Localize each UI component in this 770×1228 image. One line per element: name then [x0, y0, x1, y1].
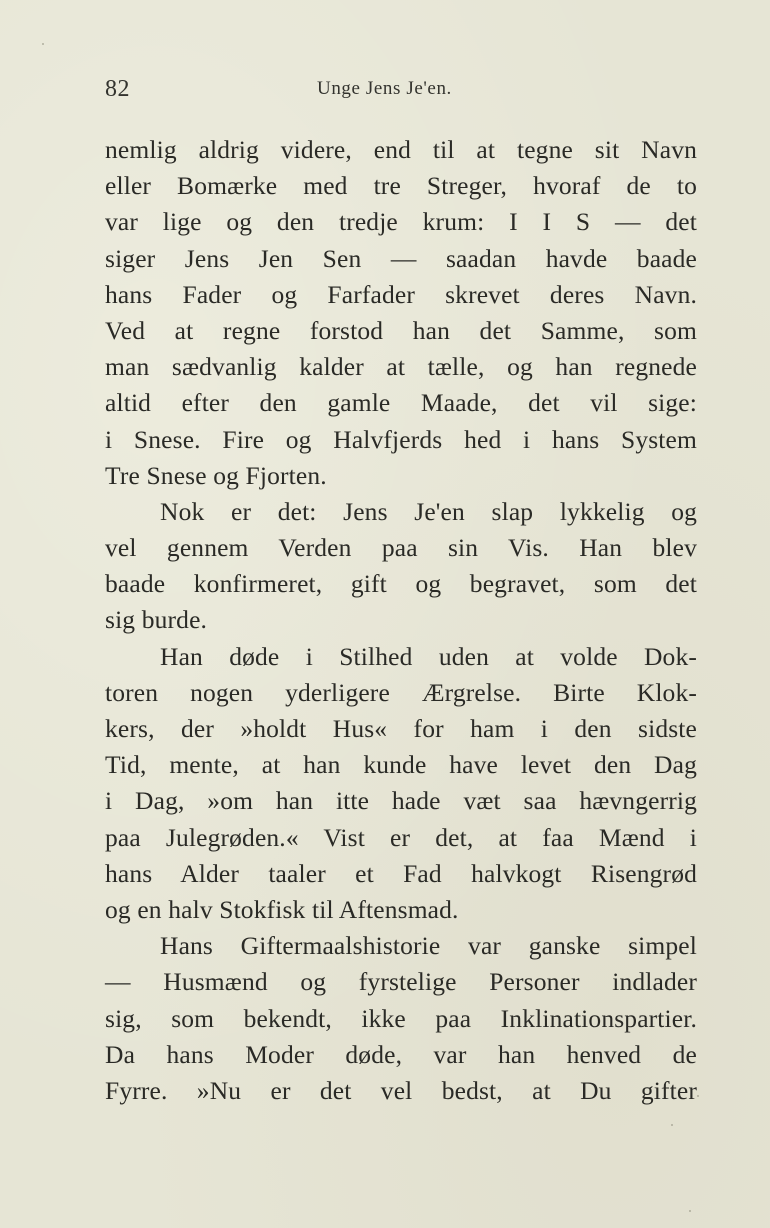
text-line: Fyrre. »Nu er det vel bedst, at Du gifter	[105, 1075, 697, 1105]
text-line: Han døde i Stilhed uden at volde Dok-	[160, 641, 697, 671]
paper-speck	[671, 1124, 673, 1126]
page-number: 82	[105, 76, 130, 102]
text-line: nemlig aldrig videre, end til at tegne sit Navn	[105, 135, 697, 164]
text-line: Tre Snese og Fjorten.	[105, 460, 327, 490]
text-line: Nok er det: Jens Je'en slap lykkelig og	[160, 496, 697, 526]
paper-speck	[697, 1095, 699, 1097]
text-line: toren nogen yderligere Ærgrelse. Birte Klok-	[105, 677, 697, 707]
text-line: Ved at regne forstod han det Samme, som	[105, 315, 697, 345]
text-line: siger Jens Jen Sen — saadan havde baade	[105, 243, 697, 273]
text-line: Da hans Moder døde, var han henved de	[105, 1039, 697, 1069]
body-text	[105, 132, 697, 1109]
text-line: paa Julegrøden.« Vist er det, at faa Mænd i	[105, 822, 697, 852]
running-head	[105, 76, 697, 106]
paper-speck	[42, 43, 44, 45]
text-line: eller Bomærke med tre Streger, hvoraf de to	[105, 171, 697, 201]
text-line: i Snese. Fire og Halvfjerds hed i hans System	[105, 424, 697, 454]
text-line: sig burde.	[105, 605, 208, 635]
text-line: man sædvanlig kalder at tælle, og han regnede	[105, 352, 697, 382]
text-line: var lige og den tredje krum: I I S — det	[105, 207, 697, 237]
running-head-title: Unge Jens Je'en.	[317, 78, 452, 99]
text-line: hans Alder taaler et Fad halvkogt Risengrød	[105, 858, 697, 888]
text-line: hans Fader og Farfader skrevet deres Navn.	[105, 279, 697, 309]
text-line: baade konfirmeret, gift og begravet, som det	[105, 569, 697, 599]
text-line: og en halv Stokfisk til Aftensmad.	[105, 894, 459, 924]
paper-speck	[689, 1210, 691, 1212]
text-line: kers, der »holdt Hus« for ham i den sidste	[105, 714, 697, 743]
text-line: — Husmænd og fyrstelige Personer indlader	[105, 967, 697, 997]
text-line: i Dag, »om han itte hade væt saa hævngerrig	[105, 786, 697, 816]
text-line: vel gennem Verden paa sin Vis. Han blev	[105, 533, 697, 563]
text-line: Tid, mente, at han kunde have levet den Dag	[105, 750, 697, 780]
text-line: sig, som bekendt, ikke paa Inklinationspartier.	[105, 1003, 697, 1033]
text-line: altid efter den gamle Maade, det vil sige:	[105, 388, 697, 418]
text-line: Hans Giftermaalshistorie var ganske simpel	[160, 931, 697, 961]
